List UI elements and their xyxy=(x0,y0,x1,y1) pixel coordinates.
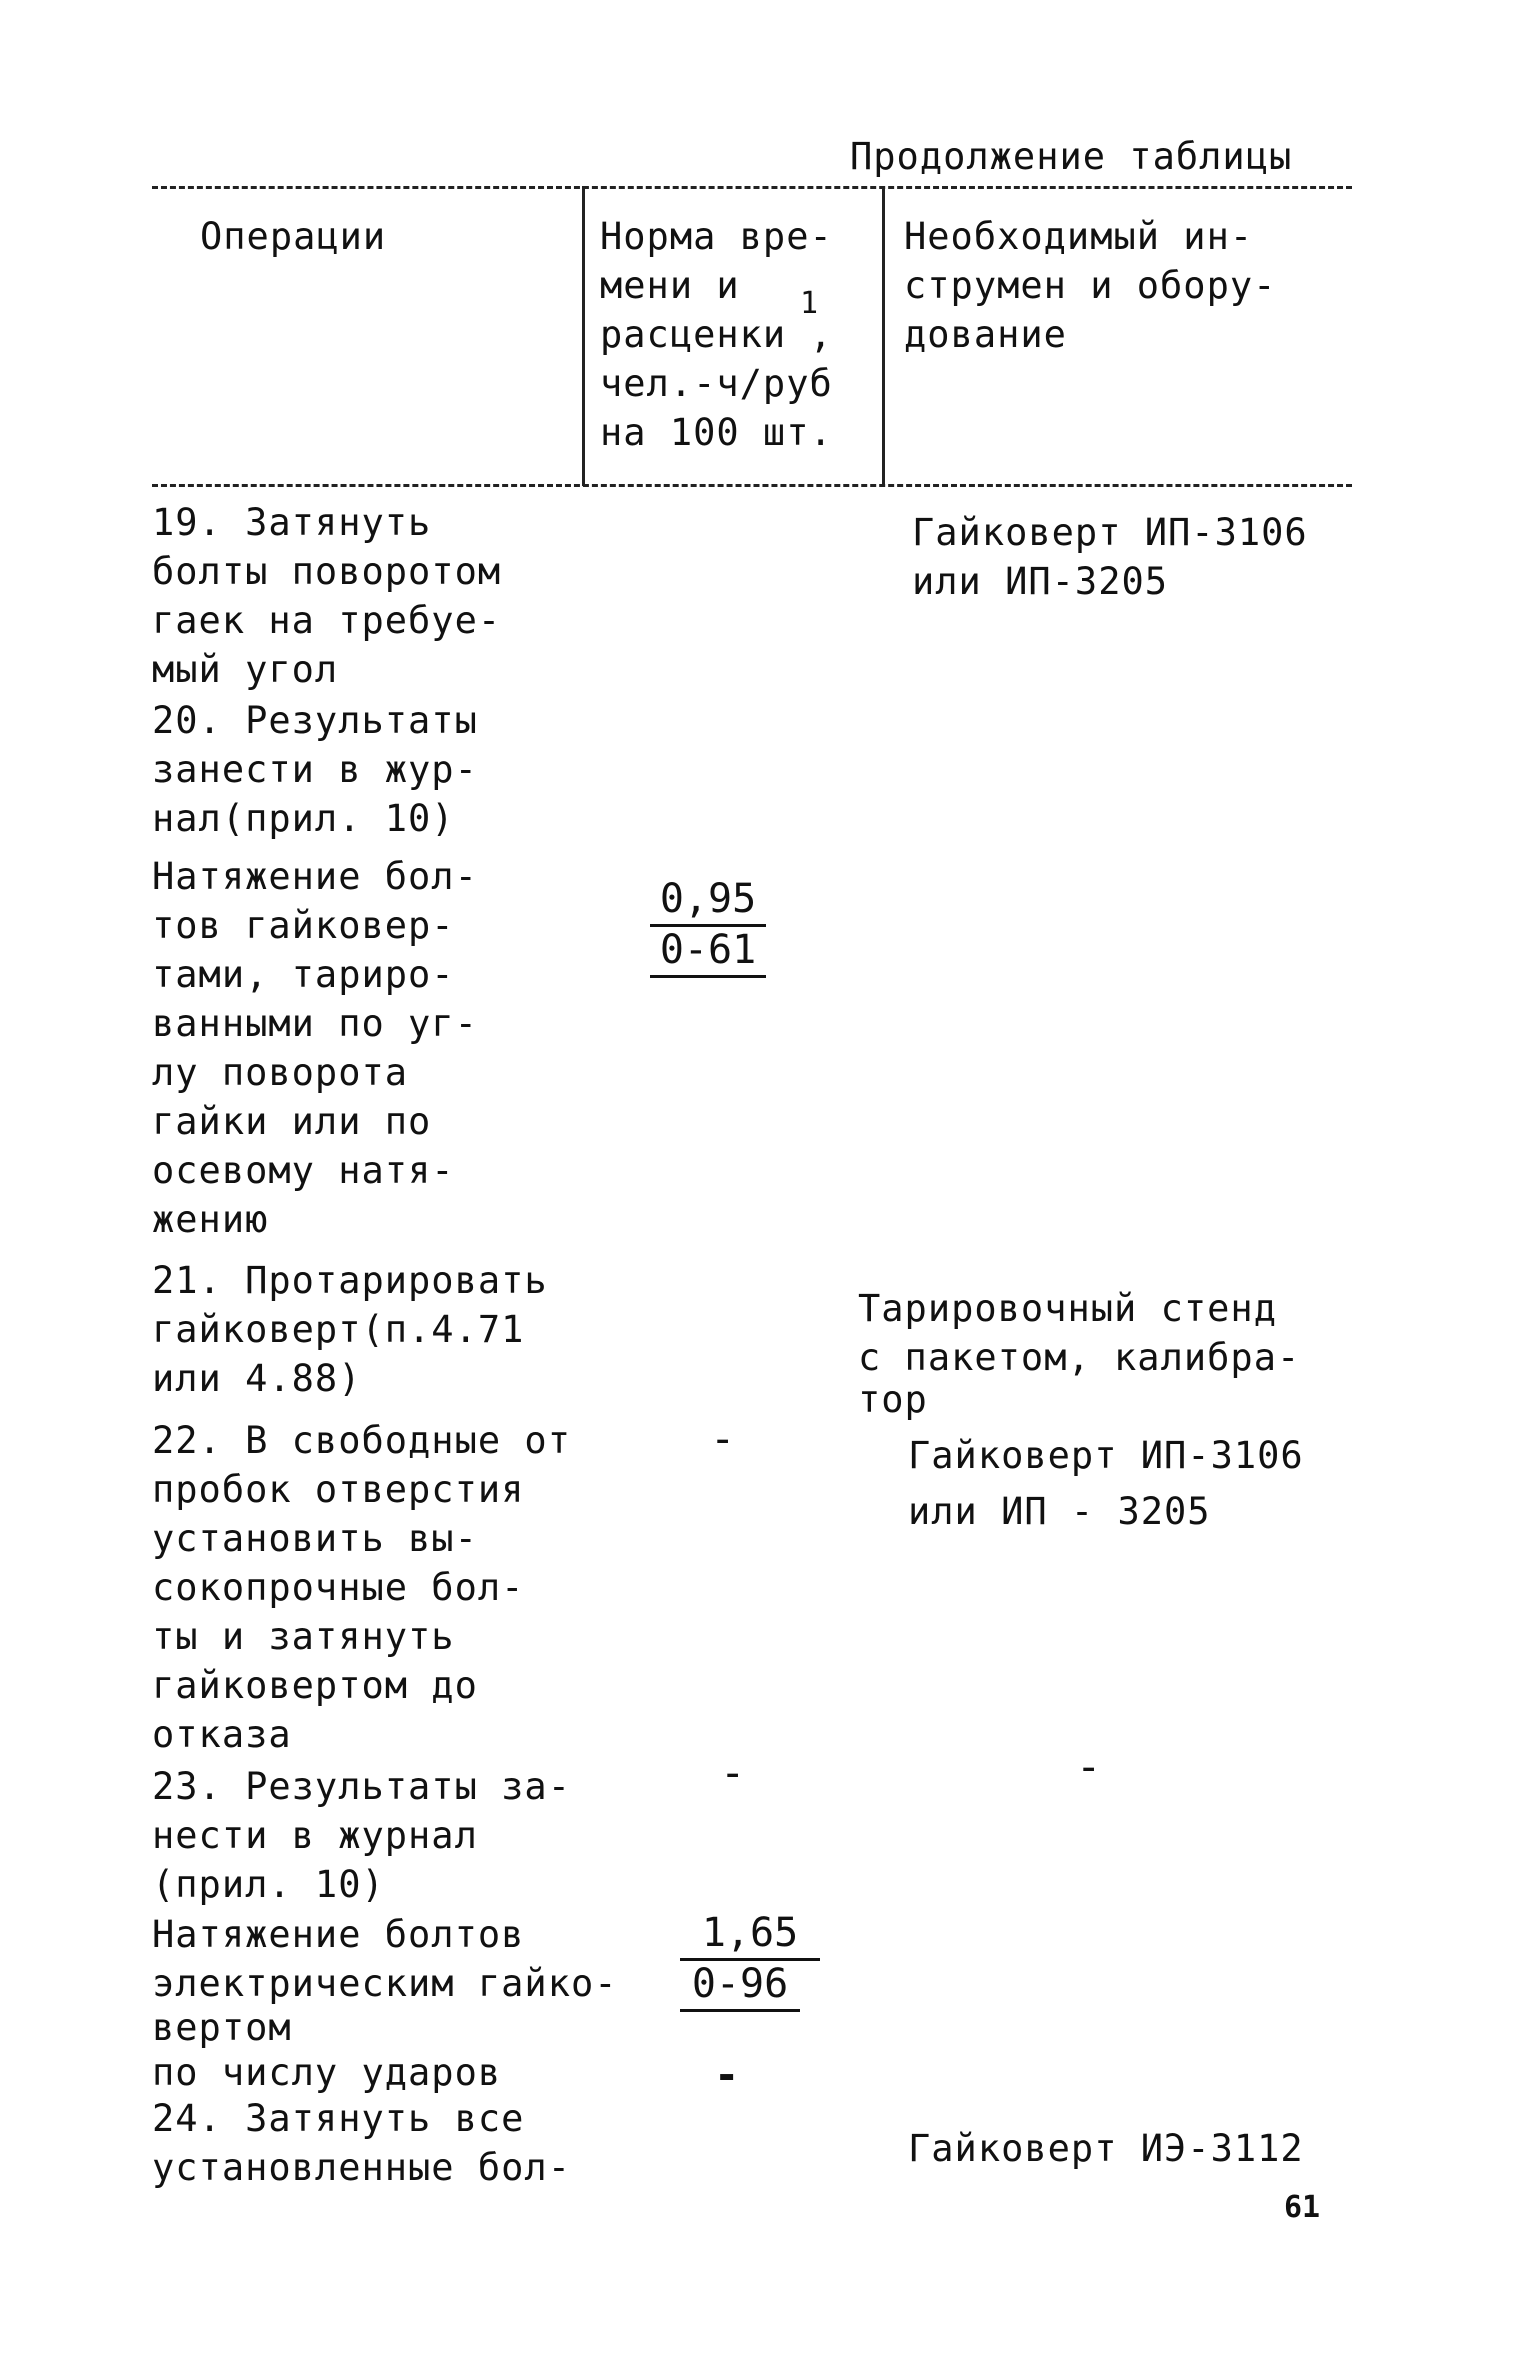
tool-line: тор xyxy=(858,1378,928,1421)
section-bolt-tension-electric xyxy=(152,1910,618,2097)
norm-22: - xyxy=(710,1414,736,1463)
operation-line: 22. В свободные от xyxy=(152,1419,571,1462)
operation-21 xyxy=(152,1256,548,1403)
norm-fraction-denominator: 0-96 xyxy=(680,1961,800,2012)
section-line: тами, тариро- xyxy=(152,953,455,996)
norm-fraction-numerator: 1,65 xyxy=(680,1910,820,1961)
tool-21 xyxy=(858,1284,1301,1421)
operation-line: или 4.88) xyxy=(152,1357,362,1400)
tool-line: с пакетом, калибра- xyxy=(858,1336,1301,1379)
section-line: осевому натя- xyxy=(152,1149,455,1192)
header-norm-line: на 100 шт. xyxy=(600,411,833,454)
operation-23 xyxy=(152,1762,571,1909)
page-number: 61 xyxy=(1284,2190,1321,2225)
operation-line: 24. Затянуть все xyxy=(152,2097,525,2140)
column-divider-1 xyxy=(582,186,585,486)
operation-line: нал(прил. 10) xyxy=(152,797,455,840)
operation-line: пробок отверстия xyxy=(152,1468,525,1511)
tool-22 xyxy=(908,1428,1304,1540)
operation-line: гаек на требуе- xyxy=(152,599,502,642)
operation-line: занести в жур- xyxy=(152,748,478,791)
tool-line: или ИП-3205 xyxy=(912,560,1169,603)
header-norm-footnote: 1 xyxy=(800,286,819,321)
continuation-label: Продолжение таблицы xyxy=(850,135,1293,178)
operation-line: 21. Протарировать xyxy=(152,1259,548,1302)
section-line: Натяжение бол- xyxy=(152,855,478,898)
table-header-rule xyxy=(152,484,1352,487)
norm-fraction-numerator: 0,95 xyxy=(650,876,766,927)
tool-line: или ИП - 3205 xyxy=(908,1490,1211,1533)
table-top-rule xyxy=(152,186,1352,189)
operation-line: ты и затянуть xyxy=(152,1615,455,1658)
header-norm-line: Норма вре- xyxy=(600,215,833,258)
header-norm xyxy=(600,212,833,457)
header-tools-line: струмен и обору- xyxy=(904,264,1277,307)
tool-19 xyxy=(912,508,1308,606)
section-line: Натяжение болтов xyxy=(152,1913,525,1956)
section-line: ванными по уг- xyxy=(152,1002,478,1045)
tool-line: Гайковерт ИП-3106 xyxy=(908,1434,1304,1477)
operation-line: болты поворотом xyxy=(152,550,502,593)
section-line: жению xyxy=(152,1198,269,1241)
operation-line: гайковерт(п.4.71 xyxy=(152,1308,525,1351)
operation-line: мый угол xyxy=(152,648,339,691)
operation-line: установить вы- xyxy=(152,1517,478,1560)
header-norm-line: мени и xyxy=(600,264,740,307)
operation-line: сокопрочные бол- xyxy=(152,1566,525,1609)
norm-fraction-2 xyxy=(680,1910,820,2012)
tool-line: Тарировочный стенд xyxy=(858,1287,1277,1330)
operation-22 xyxy=(152,1416,571,1759)
norm-23: - xyxy=(720,1748,746,1797)
header-tools-line: дование xyxy=(904,313,1067,356)
norm-fraction-denominator: 0-61 xyxy=(650,927,766,978)
section-line: тов гайковер- xyxy=(152,904,455,947)
operation-19 xyxy=(152,498,501,694)
header-norm-line: расценки , xyxy=(600,313,833,356)
operation-20 xyxy=(152,696,478,843)
header-tools xyxy=(904,212,1276,359)
tool-24: Гайковерт ИЭ-3112 xyxy=(908,2127,1304,2170)
header-norm-line: чел.-ч/руб xyxy=(600,362,833,405)
section-line: гайки или по xyxy=(152,1100,432,1143)
header-tools-line: Необходимый ин- xyxy=(904,215,1254,258)
operation-24 xyxy=(152,2094,571,2192)
column-divider-2 xyxy=(882,186,885,486)
section-line: электрическим гайко- xyxy=(152,1962,618,2005)
section-line: лу поворота xyxy=(152,1051,409,1094)
tool-23: - xyxy=(1076,1742,1102,1791)
header-operations: Операции xyxy=(200,215,387,258)
norm-section-2: - xyxy=(714,2050,740,2099)
operation-line: установленные бол- xyxy=(152,2146,571,2189)
section-bolt-tension-angle xyxy=(152,852,478,1244)
section-line: вертом xyxy=(152,2006,292,2049)
operation-line: гайковертом до xyxy=(152,1664,478,1707)
operation-line: (прил. 10) xyxy=(152,1863,385,1906)
operation-line: 23. Результаты за- xyxy=(152,1765,571,1808)
tool-line: Гайковерт ИП-3106 xyxy=(912,511,1308,554)
operation-line: нести в журнал xyxy=(152,1814,478,1857)
operation-line: 19. Затянуть xyxy=(152,501,432,544)
section-line: по числу ударов xyxy=(152,2051,502,2094)
norm-fraction-1 xyxy=(650,876,766,978)
operation-line: 20. Результаты xyxy=(152,699,478,742)
operation-line: отказа xyxy=(152,1713,292,1756)
